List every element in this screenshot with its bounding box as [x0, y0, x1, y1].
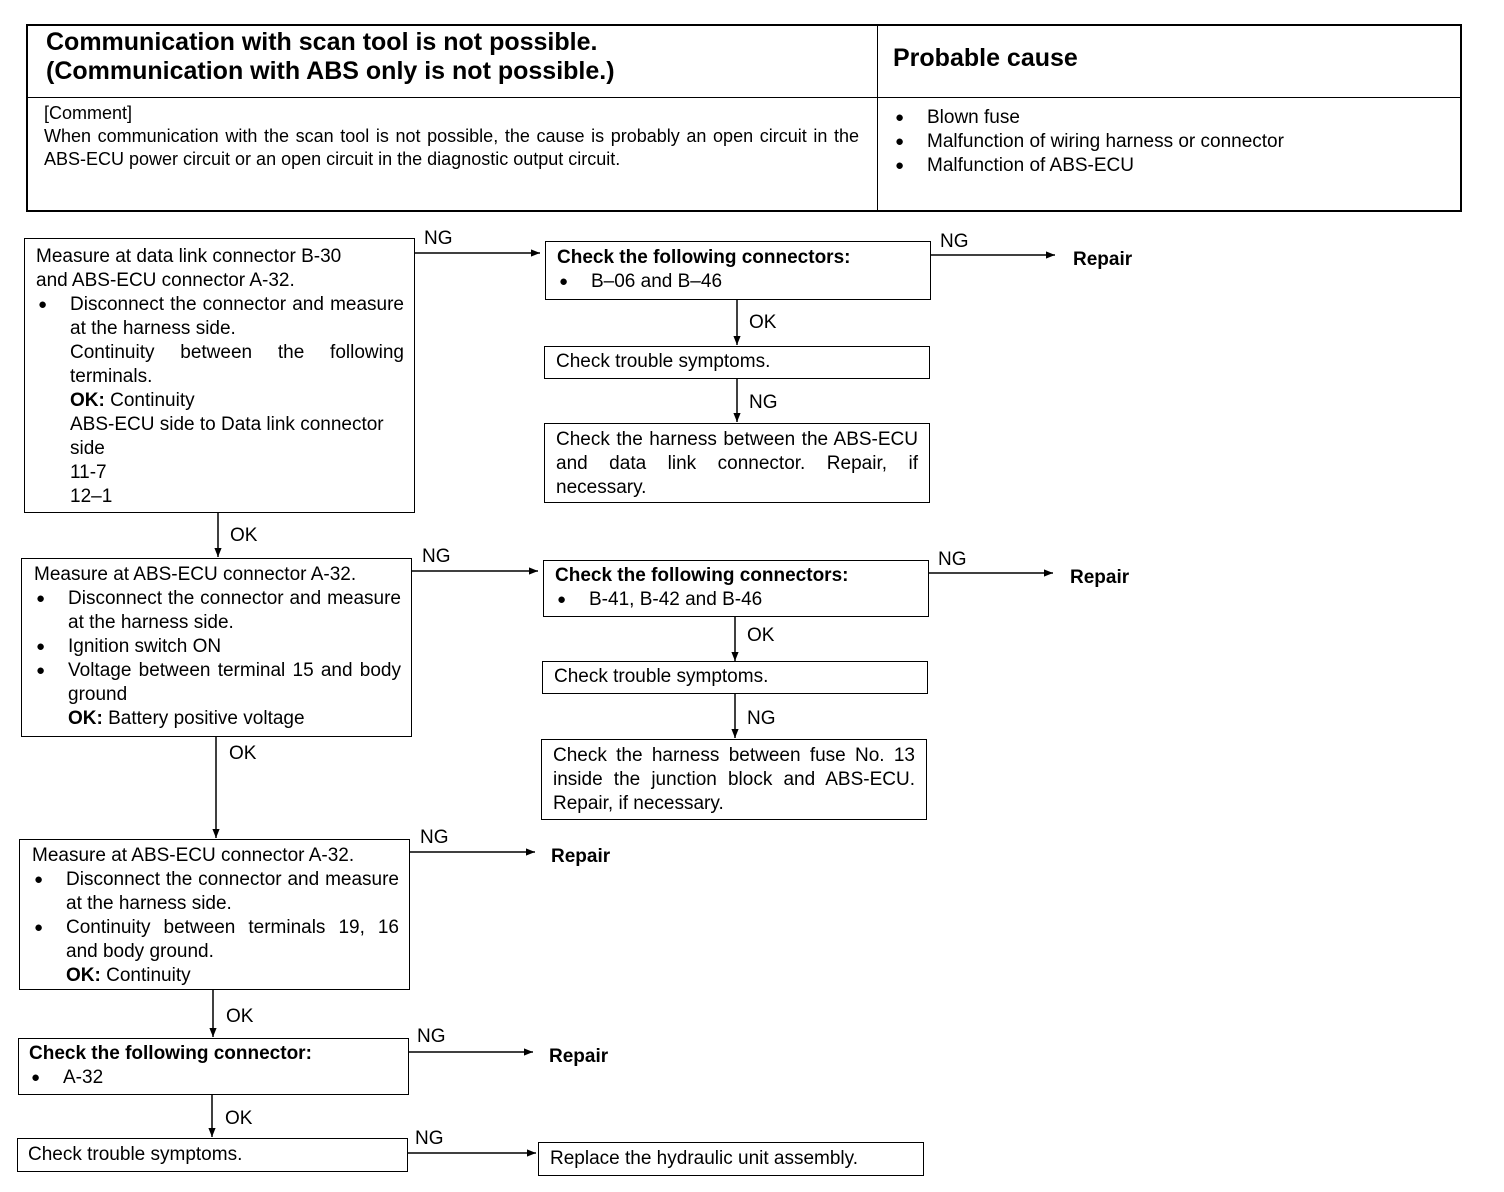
step2-bullet1: ● Disconnect the connector and measure at the harness side. [34, 587, 401, 635]
label-ok: OK [230, 525, 258, 546]
label-ng: NG [938, 549, 967, 570]
step3-bullet1: ● Disconnect the connector and measure at the harness side. [32, 868, 399, 916]
comment-block [44, 102, 859, 171]
label-ng: NG [415, 1128, 444, 1149]
step1-pair2: 12–1 [70, 486, 113, 507]
ok-value: Battery positive voltage [108, 708, 305, 729]
ok-label: OK: [66, 965, 101, 986]
comment-text: When communication with the scan tool is not possible, the cause is probably an open circuit in the ABS-ECU power circuit or an open circuit in the diagnostic output circuit. [44, 126, 859, 169]
step3-bullet2: ● Continuity between terminals 19, 16 and body ground. [32, 916, 399, 964]
step3-ok [32, 964, 399, 988]
s1-symptoms-box: Check trouble symptoms. [544, 346, 930, 379]
label-ok: OK [226, 1006, 254, 1027]
probable-cause-title: Probable cause [893, 44, 1078, 72]
title-line-1: Communication with scan tool is not possible. [46, 28, 598, 56]
step1-line4: ABS-ECU side to Data link connector side [70, 414, 384, 459]
label-ng: NG [422, 546, 451, 567]
cause-item: ● Blown fuse [893, 106, 1433, 130]
step2-bullet2: ● Ignition switch ON [34, 635, 401, 659]
step2-ok [34, 707, 401, 731]
step2-bullet3: ● Voltage between terminal 15 and body ground [34, 659, 401, 707]
label-ok: OK [749, 312, 777, 333]
step1-box [24, 238, 415, 513]
label-ng: NG [420, 827, 449, 848]
step1-pair1: 11-7 [70, 462, 107, 483]
replace-box: Replace the hydraulic unit assembly. [538, 1142, 924, 1176]
s2-harness-box: Check the harness between fuse No. 13 inside the junction block and ABS-ECU. Repair, if necessary. [541, 739, 927, 820]
step1-line3: Continuity between the following terminals. [70, 342, 404, 387]
label-ok: OK [747, 625, 775, 646]
step2-box [21, 558, 412, 737]
s1-connector-check-box [545, 241, 931, 300]
step4-title: Check the following connector: [29, 1043, 312, 1064]
header-v-divider [877, 24, 878, 212]
repair-label: Repair [1073, 249, 1133, 270]
label-ng: NG [747, 708, 776, 729]
label-ng: NG [749, 392, 778, 413]
repair-label: Repair [549, 1046, 609, 1067]
label-ng: NG [424, 228, 453, 249]
cause-item: ● Malfunction of wiring harness or connector [893, 130, 1433, 154]
label-ng: NG [940, 231, 969, 252]
step4-box [18, 1038, 409, 1095]
ok-value: Continuity [106, 965, 191, 986]
step4-item: ● A-32 [29, 1066, 398, 1090]
ok-label: OK: [70, 390, 105, 411]
s1-harness-box: Check the harness between the ABS-ECU and data link connector. Repair, if necessary. [544, 423, 930, 503]
cause-list [893, 106, 1433, 178]
label-ok: OK [225, 1108, 253, 1129]
title-line-2: (Communication with ABS only is not possible.) [46, 57, 615, 85]
ok-value: Continuity [110, 390, 195, 411]
header-h-divider [26, 97, 1462, 98]
page-title [46, 28, 866, 86]
s2-connector-title: Check the following connectors: [555, 565, 849, 586]
s2-connector-check-box [543, 560, 929, 617]
step5-box: Check trouble symptoms. [17, 1138, 408, 1172]
label-ng: NG [417, 1026, 446, 1047]
step2-line1: Measure at ABS-ECU connector A-32. [34, 564, 357, 585]
cause-item: ● Malfunction of ABS-ECU [893, 154, 1433, 178]
repair-label: Repair [1070, 567, 1130, 588]
s2-symptoms-box: Check trouble symptoms. [542, 661, 928, 694]
step3-box [19, 839, 410, 990]
s2-connector-item: ● B-41, B-42 and B-46 [555, 588, 918, 612]
step3-line1: Measure at ABS-ECU connector A-32. [32, 845, 355, 866]
step1-bullet: ● Disconnect the connector and measure at the harness side. [36, 293, 404, 341]
ok-label: OK: [68, 708, 103, 729]
step1-ok [36, 389, 404, 413]
repair-label: Repair [551, 846, 611, 867]
step1-line1: Measure at data link connector B-30 [36, 246, 342, 267]
comment-label: [Comment] [44, 103, 133, 123]
s1-connector-title: Check the following connectors: [557, 247, 851, 268]
step1-line2: and ABS-ECU connector A-32. [36, 270, 295, 291]
label-ok: OK [229, 743, 257, 764]
s1-connector-item: ● B–06 and B–46 [557, 270, 920, 294]
